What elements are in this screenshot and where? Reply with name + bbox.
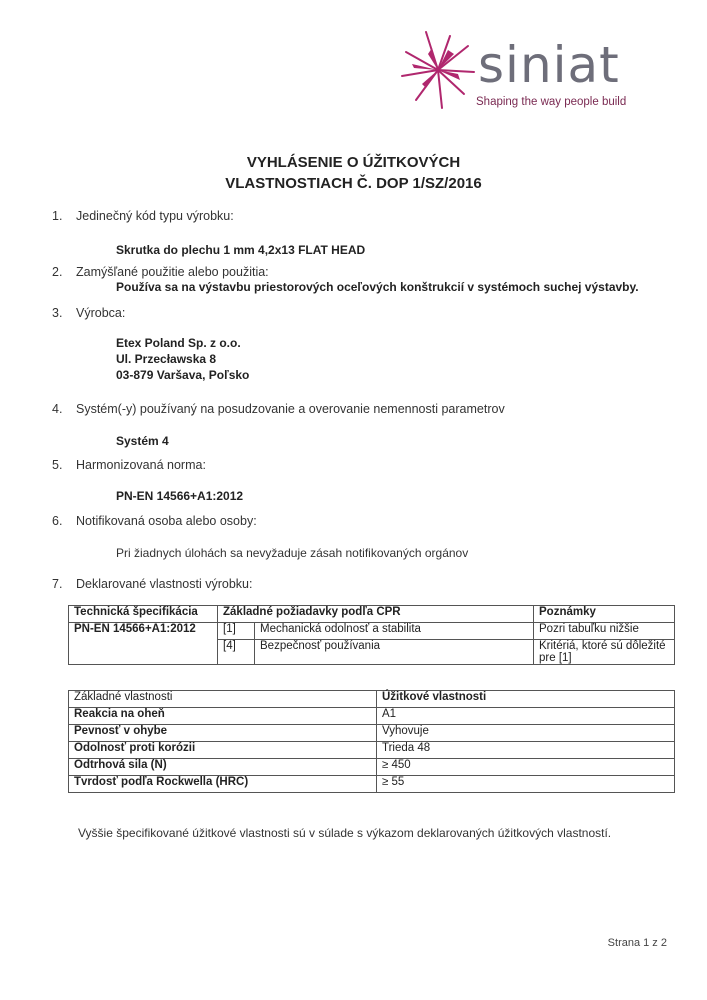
product-code: Skrutka do plechu 1 mm 4,2x13 FLAT HEAD bbox=[116, 243, 366, 257]
table-row bbox=[69, 759, 675, 776]
note-line-1: Kritériá, ktoré sú dôležité bbox=[539, 640, 666, 652]
property-cell: Odolnosť proti korózii bbox=[69, 742, 377, 759]
section-2-number: 2. bbox=[52, 265, 63, 279]
table-header: Základné vlastnosti bbox=[69, 691, 377, 708]
property-cell: Reakcia na oheň bbox=[69, 708, 377, 725]
section-7-label: Deklarované vlastnosti výrobku: bbox=[76, 577, 253, 591]
requirement-code: [1] bbox=[218, 623, 255, 640]
section-5-label: Harmonizovaná norma: bbox=[76, 458, 206, 472]
value-cell: Trieda 48 bbox=[377, 742, 675, 759]
value-cell: ≥ 450 bbox=[377, 759, 675, 776]
closing-statement: Vyššie špecifikované úžitkové vlastnosti sú v súlade s výkazom deklarovaných úžitkových vlastností. bbox=[78, 826, 612, 840]
requirement-name: Bezpečnosť používania bbox=[255, 640, 534, 665]
section-1-number: 1. bbox=[52, 209, 63, 223]
manufacturer-name: Etex Poland Sp. z o.o. bbox=[116, 336, 241, 350]
title-line-1: VYHLÁSENIE O ÚŽITKOVÝCH bbox=[246, 154, 461, 171]
assessment-system: Systém 4 bbox=[116, 434, 169, 448]
property-cell: Tvrdosť podľa Rockwella (HRC) bbox=[69, 776, 377, 793]
section-3-number: 3. bbox=[52, 306, 63, 320]
value-cell: Vyhovuje bbox=[377, 725, 675, 742]
table-header: Základné požiadavky podľa CPR bbox=[218, 606, 534, 623]
section-3-label: Výrobca: bbox=[76, 306, 126, 320]
table-row bbox=[69, 623, 675, 640]
manufacturer-city: 03-879 Varšava, Poľsko bbox=[116, 368, 250, 382]
table-row bbox=[69, 742, 675, 759]
brand-wordmark: siniat bbox=[478, 36, 620, 94]
table-header: Poznámky bbox=[534, 606, 675, 623]
section-4-label: Systém(-y) používaný na posudzovanie a overovanie nemennosti parametrov bbox=[76, 402, 505, 416]
value-cell: A1 bbox=[377, 708, 675, 725]
page-number: Strana 1 z 2 bbox=[607, 937, 667, 949]
table-row bbox=[69, 708, 675, 725]
performance-table bbox=[68, 690, 675, 793]
notified-body-text: Pri žiadnych úlohách sa nevyžaduje zásah notifikovaných orgánov bbox=[116, 546, 469, 560]
table-row bbox=[69, 776, 675, 793]
note-line-2: pre [1] bbox=[539, 652, 572, 664]
table-header: Technická špecifikácia bbox=[69, 606, 218, 623]
intended-use: Používa sa na výstavbu priestorových oceľových konštrukcií v systémoch suchej výstavby. bbox=[116, 280, 639, 294]
harmonized-standard: PN-EN 14566+A1:2012 bbox=[116, 489, 244, 503]
section-4-number: 4. bbox=[52, 402, 63, 416]
section-6-label: Notifikovaná osoba alebo osoby: bbox=[76, 514, 257, 528]
section-1-label: Jedinečný kód typu výrobku: bbox=[76, 209, 234, 223]
table-header: Úžitkové vlastnosti bbox=[377, 691, 675, 708]
note-cell bbox=[534, 640, 675, 665]
manufacturer-street: Ul. Przecławska 8 bbox=[116, 352, 217, 366]
section-5-number: 5. bbox=[52, 458, 63, 472]
section-7-number: 7. bbox=[52, 577, 63, 591]
requirement-name: Mechanická odolnosť a stabilita bbox=[255, 623, 534, 640]
section-2-label: Zamýšľané použitie alebo použitia: bbox=[76, 265, 269, 279]
brand-tagline: Shaping the way people build bbox=[476, 96, 627, 108]
requirement-code: [4] bbox=[218, 640, 255, 665]
spec-cell: PN-EN 14566+A1:2012 bbox=[69, 623, 218, 665]
table-row bbox=[69, 606, 675, 623]
title-line-2: VLASTNOSTIACH Č. DOP 1/SZ/2016 bbox=[225, 175, 482, 192]
section-6-number: 6. bbox=[52, 514, 63, 528]
property-cell: Pevnosť v ohybe bbox=[69, 725, 377, 742]
property-cell: Odtrhová sila (N) bbox=[69, 759, 377, 776]
cpr-requirements-table bbox=[68, 605, 675, 665]
table-row bbox=[69, 691, 675, 708]
note-cell: Pozri tabuľku nižšie bbox=[534, 623, 675, 640]
value-cell: ≥ 55 bbox=[377, 776, 675, 793]
table-row bbox=[69, 725, 675, 742]
document-title bbox=[0, 152, 707, 194]
